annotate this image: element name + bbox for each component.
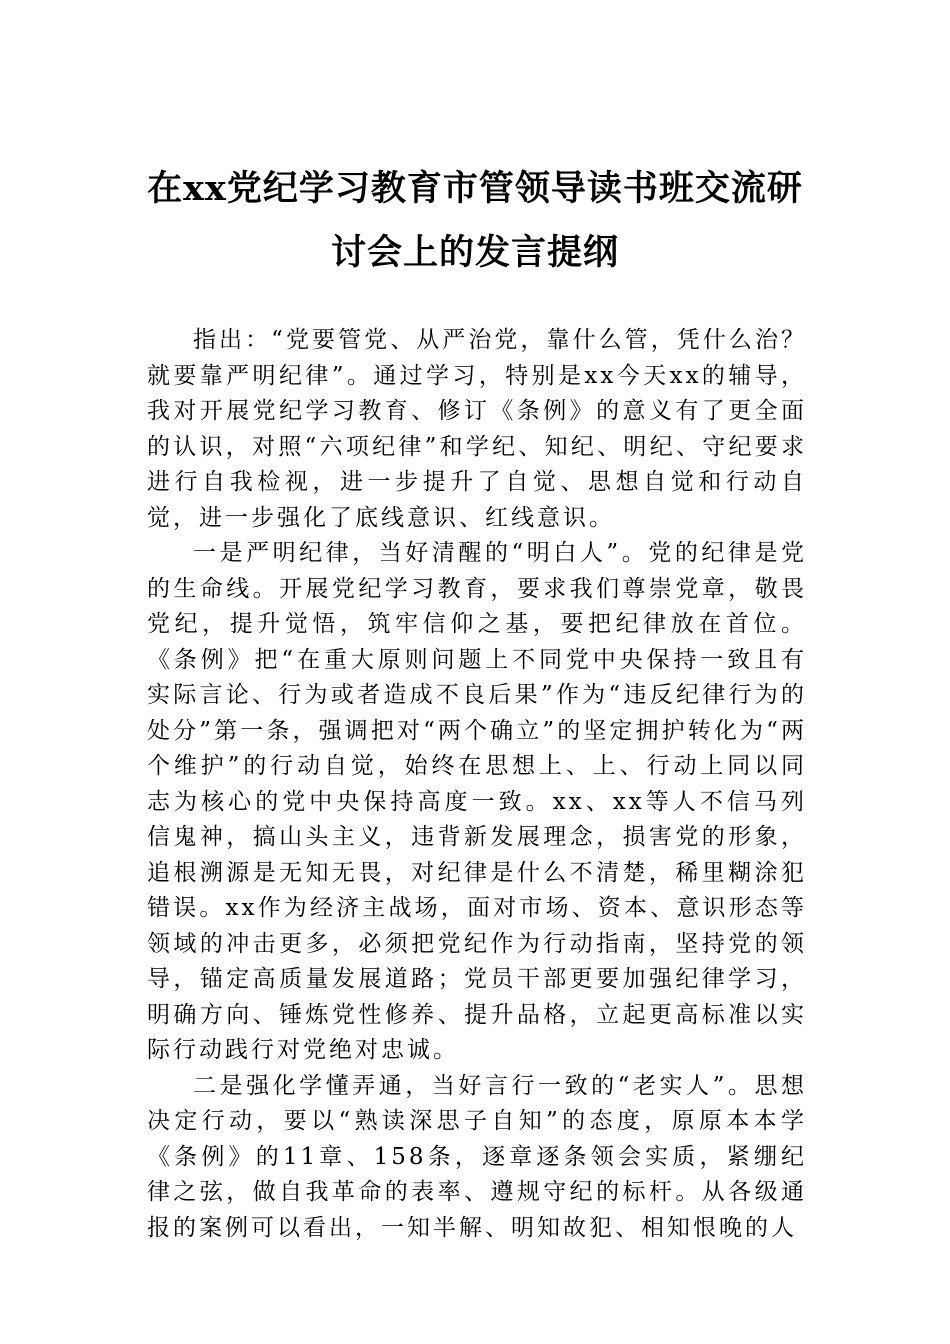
paragraph-point-two: 二是强化学懂弄通，当好言行一致的“老实人”。思想决定行动，要以“熟读深思子自知”的态度，原原本本学《条例》的11章、158条，逐章逐条领会实质，紧绷纪律之弦，做自我革命的表率、遵规守纪的标杆。从各级通报的案例可以看出，一知半解、明知故犯、相知恨晚的人 xyxy=(147,1072,807,1241)
paragraph-point-one: 一是严明纪律，当好清醒的“明白人”。党的纪律是党的生命线。开展党纪学习教育，要求我们尊崇党章，敬畏党纪，提升觉悟，筑牢信仰之基，要把纪律放在首位。《条例》把“在重大原则问题上不同党中央保持一致且有实际言论、行为或者造成不良后果”作为“违反纪律行为的处分”第一条，强调把对“两个确立”的坚定拥护转化为“两个维护”的行动自觉，始终在思想上、上、行动上同以同志为核心的党中央保持高度一致。xx、xx等人不信马列信鬼神，搞山头主义，违背新发展理念，损害党的形象，追根溯源是无知无畏，对纪律是什么不清楚，稀里糊涂犯错误。xx作为经济主战场，面对市场、资本、意识形态等领域的冲击更多，必须把党纪作为行动指南，坚持党的领导，锚定高质量发展道路；党员干部更要加强纪律学习，明确方向、锤炼党性修养、提升品格，立起更高标准以实际行动践行对党绝对忠诚。 xyxy=(147,540,807,1063)
document-title xyxy=(140,157,810,285)
paragraph-intro: 指出：“党要管党、从严治党，靠什么管，凭什么治？就要靠严明纪律”。通过学习，特别是xx今天xx的辅导，我对开展党纪学习教育、修订《条例》的意义有了更全面的认识，对照“六项纪律”和学纪、知纪、明纪、守纪要求进行自我检视，进一步提升了自觉、思想自觉和行动自觉，进一步强化了底线意识、红线意识。 xyxy=(147,327,807,531)
title-line-2: 讨会上的发言提纲 xyxy=(330,232,619,273)
document-body xyxy=(147,323,807,1246)
title-line-1: 在xx党纪学习教育市管领导读书班交流研 xyxy=(147,168,803,209)
